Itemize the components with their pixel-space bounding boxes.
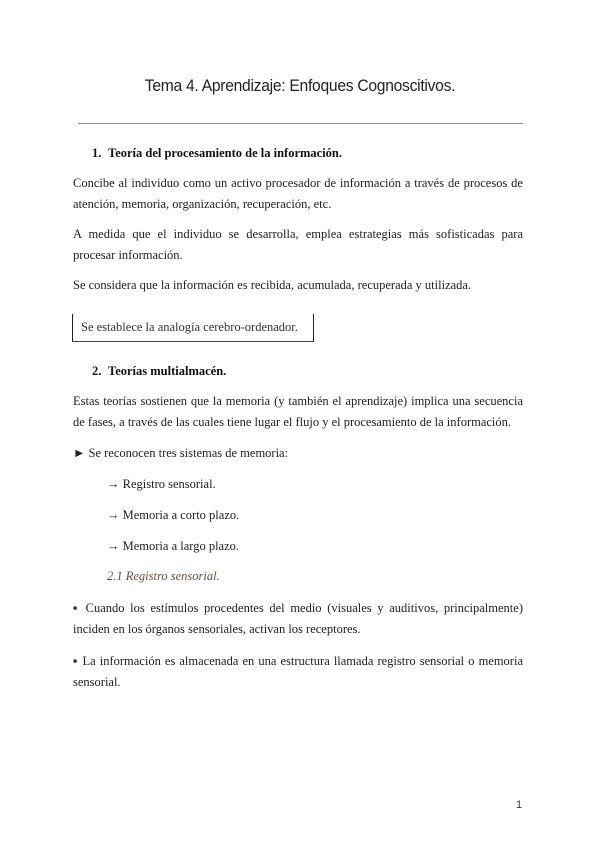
bullet-paragraph: ▪ Cuando los estímulos procedentes del medio (visuales y auditivos, principalmente) inciden en los órganos sensoriales, activan los receptores. (73, 601, 523, 636)
page-title: Tema 4. Aprendizaje: Enfoques Cognoscitivos. (144, 76, 456, 95)
memory-system-item: → Memoria a corto plazo. (107, 508, 240, 522)
section-1-paragraph: Se considera que la información es recibida, acumulada, recuperada y utilizada. (73, 278, 472, 292)
section-1-paragraph: Concibe al individuo como un activo procesador de información a través de procesos de atención, memoria, organización, recuperación, etc. (73, 176, 523, 211)
section-2-number: 2. (92, 364, 102, 378)
section-2-intro: Estas teorías sostienen que la memoria (y también el aprendizaje) implica una secuencia de fases, a través de las cuales tiene lugar el flujo y el procesamiento de la información. (73, 394, 523, 429)
section-1-number: 1. (92, 146, 102, 160)
memory-system-item: → Registro sensorial. (107, 477, 216, 491)
section-1-paragraph: A medida que el individuo se desarrolla, emplea estrategias más sofisticadas para procesar información. (73, 227, 523, 262)
bullet-paragraph: ▪ La información es almacenada en una estructura llamada registro sensorial o memoria sensorial. (73, 654, 523, 689)
section-2-title: Teorías multialmacén. (108, 364, 227, 378)
analogy-note-box: Se establece la analogía cerebro-ordenador. (72, 314, 314, 342)
section-2-heading (92, 364, 226, 379)
memory-systems-lead: ► Se reconocen tres sistemas de memoria: (73, 446, 289, 460)
title-divider (78, 123, 523, 124)
section-1-title: Teoría del procesamiento de la información. (108, 146, 343, 160)
section-1-heading (92, 146, 342, 161)
page-number: 1 (516, 799, 523, 811)
memory-system-item: → Memoria a largo plazo. (107, 539, 240, 553)
subsection-heading: 2.1 Registro sensorial. (107, 569, 220, 583)
